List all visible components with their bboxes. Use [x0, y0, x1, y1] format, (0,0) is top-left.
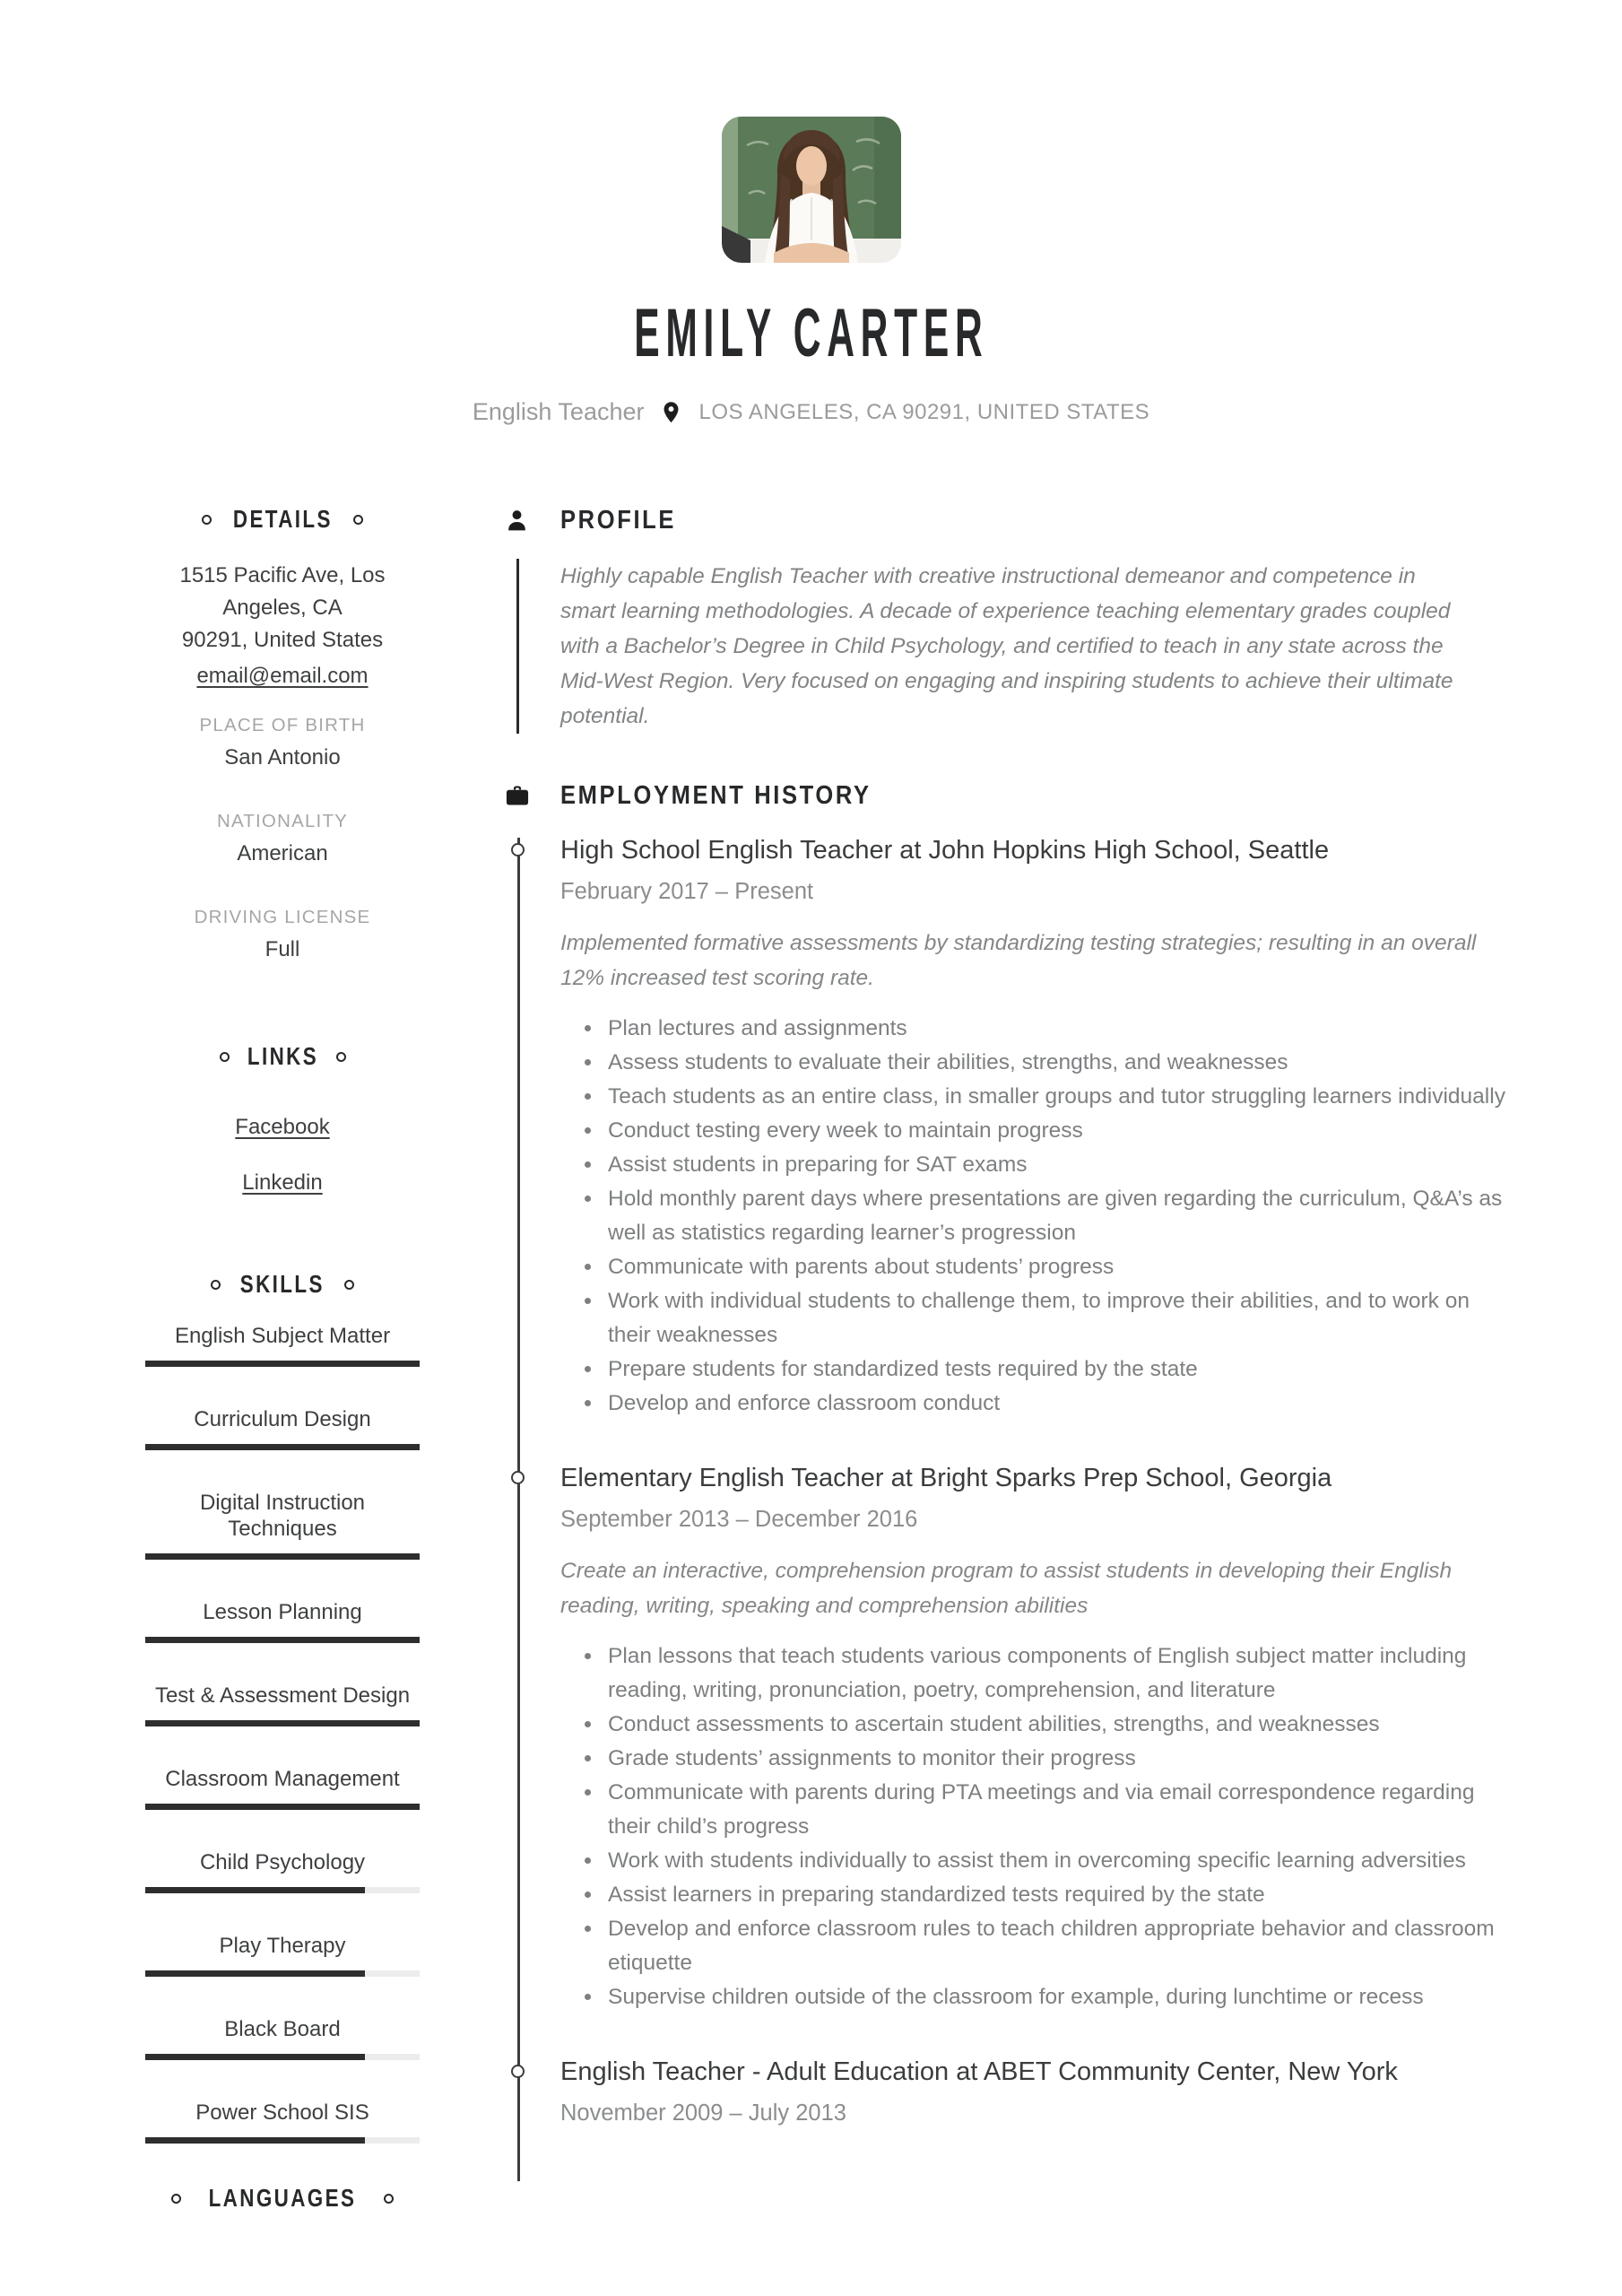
skill-name: Lesson Planning: [203, 1600, 362, 1624]
skills-section: [145, 1269, 420, 2144]
job-dates: September 2013 – December 2016: [560, 1507, 918, 1532]
job-bullet: Assist students in preparing for SAT exams: [560, 1148, 1506, 1182]
skill-name: Power School SIS: [195, 2100, 369, 2125]
profile-heading: PROFILE: [505, 505, 1506, 535]
job-bullet: Conduct testing every week to maintain progress: [560, 1114, 1506, 1148]
header-subtitle: [0, 398, 1622, 426]
skill-name: Child Psychology: [199, 1850, 366, 1874]
skill-bar-fill: [145, 2137, 365, 2144]
profile-photo: [722, 117, 901, 263]
employment-heading: EMPLOYMENT HISTORY: [505, 780, 1506, 811]
ring-icon: [220, 1052, 230, 1062]
skill-item: [145, 1599, 420, 1643]
skill-item: [145, 1683, 420, 1726]
job-title: English Teacher: [472, 398, 645, 425]
skill-bar-fill: [145, 1804, 420, 1810]
profile-photo-illustration: [722, 117, 901, 263]
link-item[interactable]: Facebook: [235, 1115, 330, 1139]
skill-item: [145, 1849, 420, 1893]
briefcase-icon: [505, 784, 560, 807]
links-list: [145, 1111, 420, 1199]
timeline-line: [517, 838, 520, 2181]
job-bullet: Hold monthly parent days where presentations are given regarding the curriculum, Q&A’s as well as statistics regarding learner’s progression: [560, 1182, 1506, 1250]
detail-value: San Antonio: [224, 745, 341, 770]
email-link[interactable]: email@email.com: [196, 664, 369, 688]
skill-name: Test & Assessment Design: [154, 1683, 411, 1708]
skill-item: [145, 1766, 420, 1810]
job-entry: [560, 832, 1506, 1421]
job-dates: February 2017 – Present: [560, 879, 814, 904]
link-item[interactable]: Linkedin: [242, 1170, 323, 1195]
job-bullet: Teach students as an entire class, in smaller groups and tutor struggling learners individually: [560, 1080, 1506, 1114]
skill-bar-fill: [145, 1444, 420, 1450]
detail-field: [145, 714, 420, 770]
ring-icon: [353, 515, 363, 525]
skill-bar-fill: [145, 1361, 420, 1367]
skill-name: Black Board: [224, 2017, 341, 2041]
detail-label: PLACE OF BIRTH: [199, 715, 366, 735]
details-heading: DETAILS: [145, 504, 420, 535]
ring-icon: [211, 1280, 221, 1290]
location-text: LOS ANGELES, CA 90291, UNITED STATES: [698, 399, 1150, 424]
detail-field: [145, 810, 420, 866]
details-fields: [145, 714, 420, 962]
address-line1: 1515 Pacific Ave, Los Angeles, CA: [179, 563, 386, 620]
skill-bar: [145, 1887, 420, 1893]
ring-icon: [344, 1280, 354, 1290]
skill-name: Digital Instruction Techniques: [199, 1491, 366, 1541]
job-bullet: Grade students’ assignments to monitor their progress: [560, 1742, 1506, 1776]
skill-bar: [145, 1970, 420, 1977]
skill-bar: [145, 1804, 420, 1810]
location-pin-icon: [662, 401, 681, 424]
job-bullet: Communicate with parents about students’ progress: [560, 1250, 1506, 1284]
skill-name: Classroom Management: [165, 1767, 400, 1791]
skill-bar-fill: [145, 1970, 365, 1977]
skill-item: [145, 1323, 420, 1367]
skill-bar-fill: [145, 1553, 420, 1560]
languages-heading: LANGUAGES: [145, 2183, 420, 2213]
person-icon: [505, 509, 560, 532]
detail-label: NATIONALITY: [216, 811, 349, 831]
job-entry: [560, 1460, 1506, 2014]
skill-bar: [145, 1637, 420, 1643]
job-bullet: Work with students individually to assist them in overcoming specific learning adversities: [560, 1844, 1506, 1878]
job-bullet: Supervise children outside of the classroom for example, during lunchtime or recess: [560, 1980, 1506, 2014]
job-bullet: Prepare students for standardized tests required by the state: [560, 1352, 1506, 1387]
skill-name: English Subject Matter: [174, 1324, 391, 1348]
job-bullet: Communicate with parents during PTA meetings and via email correspondence regarding their child’s progress: [560, 1776, 1506, 1844]
detail-value: Full: [265, 937, 300, 961]
skill-bar-fill: [145, 1887, 365, 1893]
profile-text: Highly capable English Teacher with creative instructional demeanor and competence in smart learning methodologies. A decade of experience teaching elementary grades coupled with a Bachelor’s Degree in Child Psychology, and certified to teach in any state across the Mid-West Region. Very focused on engaging and inspiring students to achieve their ultimate potential.: [560, 564, 1453, 728]
job-bullets: [560, 1012, 1506, 1421]
job-bullets: [560, 1639, 1506, 2014]
profile-body: [516, 559, 1506, 734]
address: [145, 560, 420, 657]
skill-name: Curriculum Design: [194, 1407, 371, 1431]
links-heading: LINKS: [145, 1041, 420, 1072]
skill-bar: [145, 1720, 420, 1726]
skill-bar-fill: [145, 1720, 420, 1726]
skill-bar: [145, 2054, 420, 2060]
job-dates: November 2009 – July 2013: [560, 2100, 846, 2126]
skill-bar: [145, 1444, 420, 1450]
skill-bar: [145, 2137, 420, 2144]
job-title: Elementary English Teacher at Bright Sparks Prep School, Georgia: [560, 1464, 1332, 1492]
address-line2: 90291, United States: [181, 628, 384, 652]
job-bullet: Plan lessons that teach students various components of English subject matter including reading, writing, pronunciation, poetry, comprehension, and literature: [560, 1639, 1506, 1708]
ring-icon: [336, 1052, 346, 1062]
skills-heading: SKILLS: [145, 1269, 420, 1300]
detail-field: [145, 906, 420, 962]
ring-icon: [171, 2194, 181, 2204]
job-title: English Teacher - Adult Education at ABET Community Center, New York: [560, 2057, 1398, 2086]
job-bullet: Develop and enforce classroom conduct: [560, 1387, 1506, 1421]
job-bullet: Work with individual students to challenge them, to improve their abilities, and to work on their weaknesses: [560, 1284, 1506, 1352]
skill-bar: [145, 1361, 420, 1367]
ring-icon: [384, 2194, 394, 2204]
job-bullet: Assist learners in preparing standardized tests required by the state: [560, 1878, 1506, 1912]
job-bullet: Assess students to evaluate their abilities, strengths, and weaknesses: [560, 1046, 1506, 1080]
skill-item: [145, 1933, 420, 1977]
sidebar: [145, 504, 420, 2213]
detail-label: DRIVING LICENSE: [194, 907, 371, 927]
skill-item: [145, 2100, 420, 2144]
job-summary: Create an interactive, comprehension program to assist students in developing their English reading, writing, speaking and comprehension abilities: [560, 1559, 1453, 1618]
job-entry: [560, 2054, 1506, 2127]
job-bullet: Conduct assessments to ascertain student abilities, strengths, and weaknesses: [560, 1708, 1506, 1742]
skill-item: [145, 1406, 420, 1450]
jobs-list: [505, 832, 1506, 2127]
main-column: [505, 505, 1506, 2127]
job-summary: Implemented formative assessments by standardizing testing strategies; resulting in an overall 12% increased test scoring rate.: [560, 931, 1477, 990]
skill-item: [145, 1490, 420, 1560]
links-section: [145, 1041, 420, 1199]
ring-icon: [202, 515, 212, 525]
languages-section: [145, 2183, 420, 2213]
skill-bar: [145, 1553, 420, 1560]
job-bullet: Develop and enforce classroom rules to teach children appropriate behavior and classroom etiquette: [560, 1912, 1506, 1980]
candidate-name: EMILY CARTER: [633, 295, 989, 371]
skill-item: [145, 2016, 420, 2060]
skills-list: [145, 1323, 420, 2144]
skill-name: Play Therapy: [219, 1934, 346, 1958]
skill-bar-fill: [145, 1637, 420, 1643]
detail-value: American: [237, 841, 328, 865]
skill-bar-fill: [145, 2054, 365, 2060]
job-title: High School English Teacher at John Hopkins High School, Seattle: [560, 836, 1330, 865]
job-bullet: Plan lectures and assignments: [560, 1012, 1506, 1046]
